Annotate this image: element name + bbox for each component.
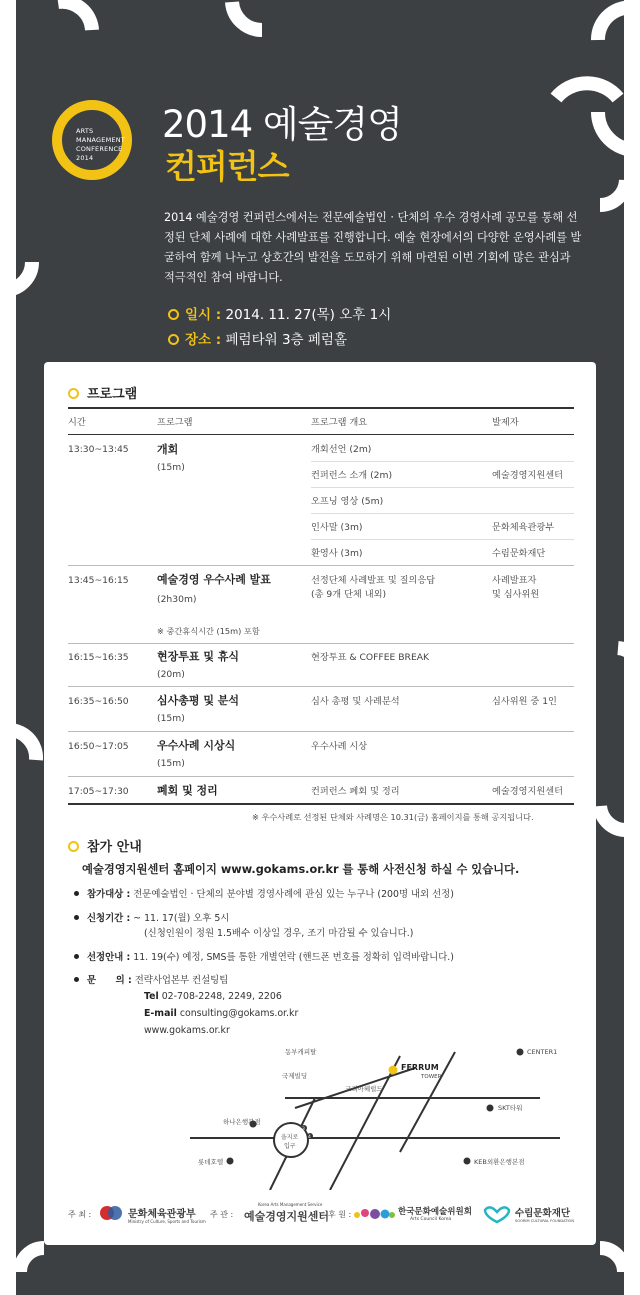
ring-bullet-icon [168, 334, 179, 345]
host-logo-icon [98, 1202, 126, 1224]
arts-council-logo-icon [352, 1205, 396, 1223]
col-header-time: 시간 [68, 417, 86, 428]
row6-speaker: 예술경영지원센터 [492, 786, 564, 797]
row1-sub4-speaker: 문화체육관광부 [492, 522, 555, 533]
map-label-gukje: 국제빌딩 [282, 1072, 308, 1080]
guide-website: www.gokams.or.kr [144, 1025, 230, 1036]
bullet-dot-icon [74, 977, 79, 982]
badge-text: ARTS MANAGEMENT CONFERENCE 2014 [76, 127, 125, 162]
date-label: 일시 : [185, 307, 222, 323]
program-heading: 프로그램 [68, 383, 137, 402]
row5-time: 16:50~17:05 [68, 741, 129, 752]
date-value: 2014. 11. 27(목) 오후 1시 [225, 307, 392, 323]
program-footnote: ※ 우수사례로 선정된 단체와 사례명은 10.31(금) 홈페이지를 통해 공지됩니다. [252, 812, 534, 822]
title-line2: 컨퍼런스 [165, 147, 289, 186]
map-label-exit3: 3 [302, 1127, 305, 1132]
row3-duration: (20m) [157, 669, 185, 680]
conference-badge [52, 100, 132, 180]
row-divider [68, 565, 574, 566]
guide-lead: 예술경영지원센터 홈페이지 www.gokams.or.kr 를 통해 사전신청 하실 수 있습니다. [82, 863, 520, 876]
row6-title: 폐회 및 정리 [157, 784, 218, 797]
map-label-center1: CENTER1 [527, 1048, 558, 1056]
row1-sub3-summary: 오프닝 영상 (5m) [311, 496, 384, 507]
title-line1: 2014 예술경영 [162, 103, 402, 146]
row4-summary: 심사 총평 및 사례분석 [311, 696, 400, 707]
bullet-dot-icon [74, 891, 79, 896]
row2-note: ※ 중간휴식시간 (15m) 포함 [157, 626, 260, 636]
map-label-korea: 코리아헤럴드 [345, 1085, 383, 1093]
organizer-name: 예술경영지원센터 [244, 1210, 330, 1223]
guide-tel: Tel 02-708-2248, 2249, 2206 [144, 991, 282, 1002]
soorim-logo-icon [482, 1204, 512, 1224]
row3-title: 현장투표 및 휴식 [157, 650, 240, 663]
row1-sub2-speaker: 예술경영지원센터 [492, 470, 564, 481]
map-markers [227, 1049, 524, 1165]
support1-sub: Arts Council Korea [410, 1217, 452, 1222]
row1-duration: (15m) [157, 462, 185, 473]
row2-speaker1: 사례발표자 [492, 575, 537, 586]
map-label-keb: KEB외환은행본점 [474, 1158, 525, 1166]
guide-notice: 선정안내 : 11. 19(수) 예정, SMS를 통한 개별연락 (핸드폰 번호를 정확히 입력바랍니다.) [74, 949, 454, 963]
table-bottom-rule [68, 803, 574, 805]
ferrum-marker [389, 1066, 398, 1075]
map-label-dongbu: 동부캐피탈 [285, 1048, 317, 1056]
support-label: 후 원 : [328, 1210, 352, 1219]
guide-heading: 참가 안내 [68, 836, 142, 855]
col-header-speaker: 발제자 [492, 417, 519, 428]
row2-duration: (2h30m) [157, 594, 197, 605]
row4-title: 심사총평 및 분석 [157, 694, 240, 707]
guide-period: 신청기간 : ~ 11. 17(월) 오후 5시 [74, 910, 229, 924]
organizer-label: 주 관 : [210, 1210, 234, 1219]
support2-name: 수림문화재단 [515, 1208, 571, 1219]
row-divider [68, 776, 574, 777]
sub-divider [311, 513, 574, 514]
row2-time: 13:45~16:15 [68, 575, 129, 586]
map-label-skt: SKT타워 [498, 1104, 523, 1112]
guide-target: 참가대상 : 전문예술법인 · 단체의 분야별 경영사례에 관심 있는 누구나 (200명 내외 선정) [74, 886, 454, 900]
host-name: 문화체육관광부 [128, 1209, 196, 1220]
host-sub: Ministry of Culture, Sports and Tourism [128, 1219, 206, 1224]
ring-bullet-icon [168, 309, 179, 320]
row1-title: 개회 [157, 443, 179, 456]
place-label: 장소 : [185, 332, 222, 348]
col-header-program: 프로그램 [157, 417, 193, 428]
guide-period-note: (신청인원이 정원 1.5배수 이상일 경우, 조기 마감될 수 있습니다.) [144, 928, 414, 939]
row1-sub4-summary: 인사말 (3m) [311, 522, 363, 533]
support1-name: 한국문화예술위원회 [398, 1207, 472, 1217]
date-info [168, 303, 391, 323]
table-header-rule [68, 434, 574, 435]
row1-sub1-summary: 개회선언 (2m) [311, 444, 372, 455]
row2-summary2: (총 9개 단체 내외) [311, 589, 387, 600]
row6-summary: 컨퍼런스 폐회 및 정리 [311, 786, 400, 797]
row-divider [68, 686, 574, 687]
table-top-rule [68, 407, 574, 409]
bullet-dot-icon [74, 954, 79, 959]
row1-sub2-summary: 컨퍼런스 소개 (2m) [311, 470, 393, 481]
support2-sub: SOORIM CULTURAL FOUNDATION [515, 1219, 575, 1223]
place-value: 페럼타워 3층 페럼홀 [225, 332, 347, 348]
map-label-ferrum-sub: TOWER [421, 1074, 442, 1080]
bullet-dot-icon [74, 915, 79, 920]
row6-time: 17:05~17:30 [68, 786, 129, 797]
host-label: 주 최 : [68, 1210, 92, 1219]
map-label-lotte: 롯데호텔 [198, 1158, 224, 1166]
row2-speaker2: 및 심사위원 [492, 589, 540, 600]
row3-time: 16:15~16:35 [68, 652, 129, 663]
sub-divider [311, 539, 574, 540]
organizer-sub: Korea Arts Management Service [258, 1202, 323, 1207]
row-divider [68, 643, 574, 644]
row1-sub5-speaker: 수림문화재단 [492, 548, 546, 559]
row4-duration: (15m) [157, 713, 185, 724]
sub-divider [311, 487, 574, 488]
sub-divider [311, 461, 574, 462]
row1-sub5-summary: 환영사 (3m) [311, 548, 363, 559]
map-label-ferrum: FERRUM [401, 1063, 439, 1072]
row4-speaker: 심사위원 중 1인 [492, 696, 557, 707]
row3-summary: 현장투표 & COFFEE BREAK [311, 652, 430, 663]
row5-duration: (15m) [157, 758, 185, 769]
place-info [168, 328, 347, 348]
location-map [190, 1040, 580, 1190]
map-label-euljiro2: 입구 [284, 1143, 296, 1150]
row5-title: 우수사례 시상식 [157, 739, 236, 752]
row1-time: 13:30~13:45 [68, 444, 129, 455]
row2-title: 예술경영 우수사례 발표 [157, 573, 271, 586]
map-label-euljiro1: 을지로 [281, 1134, 299, 1141]
row4-time: 16:35~16:50 [68, 696, 129, 707]
map-label-exit4: 4 [308, 1135, 311, 1140]
guide-contact: 문 의 : 전략사업본부 컨설팅팀 [74, 972, 228, 986]
map-label-hana: 하나은행본점 [223, 1118, 261, 1126]
guide-email: E-mail consulting@gokams.or.kr [144, 1008, 299, 1019]
row-divider [68, 731, 574, 732]
ring-bullet-icon [68, 388, 79, 399]
row5-summary: 우수사례 시상 [311, 741, 368, 752]
ring-bullet-icon [68, 841, 79, 852]
row2-summary1: 선정단체 사례발표 및 질의응답 [311, 575, 436, 586]
intro-paragraph: 2014 예술경영 컨퍼런스에서는 전문예술법인 · 단체의 우수 경영사례 공모를 통해 선정된 단체 사례에 대한 사례발표를 진행합니다. 예술 현장에서의 다양한 운영사례를 발굴하여 함께 나누고 상호간의 발전을 도모하기 위해 마련된 이번 기회에 많은 관심과 적극적인 참여 바랍니다. [164, 211, 582, 284]
col-header-summary: 프로그램 개요 [311, 417, 368, 428]
